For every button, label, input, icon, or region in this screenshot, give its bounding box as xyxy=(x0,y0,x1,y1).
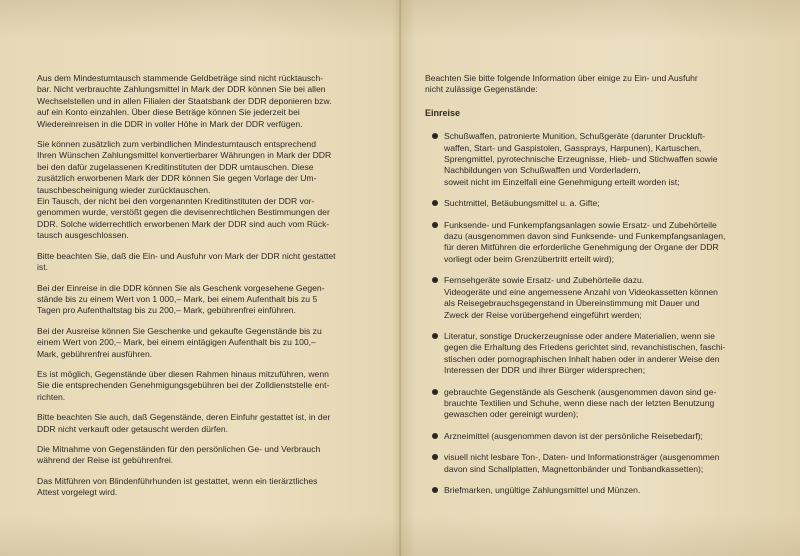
paragraph-export-gifts: Bei der Ausreise können Sie Geschenke und gekaufte Gegenstände bis zu einem Wert von 200,– Mark, bei einem eintägigen Aufenthalt bis zu 100,– Mark, gebührenfrei ausführen. xyxy=(37,325,322,359)
page-fold xyxy=(399,0,402,556)
right-column xyxy=(425,73,781,506)
paragraph-guide-dogs: Das Mitführen von Blindenführhunden ist gestattet, wenn ein tierärztliches Attest vorgelegt wird. xyxy=(37,475,318,498)
list-item: Fernsehgeräte sowie Ersatz- und Zubehörteile dazu. Videogeräte und eine angemessene Anzahl von Videokassetten können als Reisegebrauchsgegenstand in Übereinstimmung mit Dauer und Zweck der Reise vorübergehend eingeführt werden; xyxy=(425,275,781,321)
paragraph-fees: Es ist möglich, Gegenstände über diesen Rahmen hinaus mitzuführen, wenn Sie die entsprechenden Genehmigungsgebühren bei der Zolldienststelle ent- richten. xyxy=(37,368,330,402)
list-item: Literatur, sonstige Druckerzeugnisse oder andere Materialien, wenn sie gegen die Erhaltung des Friedens gerichtet sind, revanchistischen, faschi- stischen oder pornographischen Inhalt haben oder in anderer Weise den Interessen der DDR und ihrer Bürger widersprechen; xyxy=(425,331,781,377)
paragraph-exchange: Sie können zusätzlich zum verbindlichen Mindestumtausch entsprechend Ihren Wünschen Zahlungsmittel konvertierbarer Währungen in Mark der DDR bei den dafür zugelassenen Kreditinstituten der DDR umtauschen. Diese zusätzlich erworbenen Mark der DDR können Sie gegen Vorlage der Um- tauschbescheinigung wieder zurücktauschen. Ein Tausch, der nicht bei den vorgenannten Kreditinstituten der DDR vor- genommen wurde, verstößt gegen die devisenrechtlichen Bestimmungen der DDR. Solche widerrechtlich erworbenen Mark der DDR sind auch vom Rück- tausch ausgeschlossen. xyxy=(37,139,332,241)
list-item: Arzneimittel (ausgenommen davon ist der persönliche Reisebedarf); xyxy=(425,431,781,442)
paragraph-currency-ban: Bitte beachten Sie, daß die Ein- und Ausfuhr von Mark der DDR nicht gestattet ist. xyxy=(37,250,336,273)
bullet-icon xyxy=(432,133,438,139)
intro-text: Beachten Sie bitte folgende Information über einige zu Ein- und Ausfuhr nicht zulässige Gegenstände: xyxy=(425,73,698,95)
list-item: Funksende- und Funkempfangsanlagen sowie Ersatz- und Zubehörteile dazu (ausgenommen davon sind Funksende- und Funkempfangsanlagen, für deren Mitführen die erforderliche Genehmigung der Organe der DDR vorliegt oder beim Grenzübertritt erteilt wird); xyxy=(425,220,781,266)
list-item: gebrauchte Gegenstände als Geschenk (ausgenommen davon sind ge- brauchte Textilien und Schuhe, wenn diese nach der letzten Benutzung gewaschen oder gereinigt wurden); xyxy=(425,387,781,421)
section-heading: Einreise xyxy=(425,107,461,118)
paragraph-import-gifts: Bei der Einreise in die DDR können Sie als Geschenk vorgesehene Gegen- stände bis zu einem Wert von 1 000,– Mark, bei einem Aufenthalt bis zu 5 Tagen pro Aufenthaltstag bis zu 200,– Mark, gebührenfrei einführen. xyxy=(37,282,325,316)
bullet-icon xyxy=(432,433,438,439)
bullet-icon xyxy=(432,222,438,228)
left-column xyxy=(37,73,389,508)
bullet-icon xyxy=(432,454,438,460)
bullet-icon xyxy=(432,389,438,395)
bullet-icon xyxy=(432,333,438,339)
list-item: visuell nicht lesbare Ton-, Daten- und Informationsträger (ausgenommen davon sind Schallplatten, Magnettonbänder und Tonbandkassetten); xyxy=(425,452,781,475)
prohibited-items-list xyxy=(425,131,781,496)
paragraph-personal-use: Die Mitnahme von Gegenständen für den persönlichen Ge- und Verbrauch während der Reise ist gebührenfrei. xyxy=(37,443,321,466)
bullet-icon xyxy=(432,277,438,283)
paragraph-no-sale: Bitte beachten Sie auch, daß Gegenstände, deren Einfuhr gestattet ist, in der DDR nicht verkauft oder getauscht werden dürfen. xyxy=(37,412,331,434)
list-item: Schußwaffen, patronierte Munition, Schußgeräte (darunter Druckluft- waffen, Start- und Gaspistolen, Gassprays, Harpunen), Kartuschen, Sprengmittel, pyrotechnische Erzeugnisse, Hieb- und Stichwaffen sowie Nachbildungen von Schußwaffen und Vorderladern, soweit nicht im Einzelfall eine Genehmigung erteilt worden ist; xyxy=(425,131,781,188)
bullet-icon xyxy=(432,200,438,206)
list-item: Briefmarken, ungültige Zahlungsmittel und Münzen. xyxy=(425,485,781,496)
list-item: Suchtmittel, Betäubungsmittel u. a. Gifte; xyxy=(425,198,781,209)
paragraph-deposit: Aus dem Mindestumtausch stammende Geldbeträge sind nicht rücktausch- bar. Nicht verbrauchte Zahlungsmittel in Mark der DDR können Sie bei allen Wechselstellen und in allen Filialen der Staatsbank der DDR deponieren bzw. auf ein Konto einzahlen. Über diese Beträge können Sie jederzeit bei Wiedereinreisen in die DDR in voller Höhe in Mark der DDR verfügen. xyxy=(37,73,332,129)
bullet-icon xyxy=(432,487,438,493)
